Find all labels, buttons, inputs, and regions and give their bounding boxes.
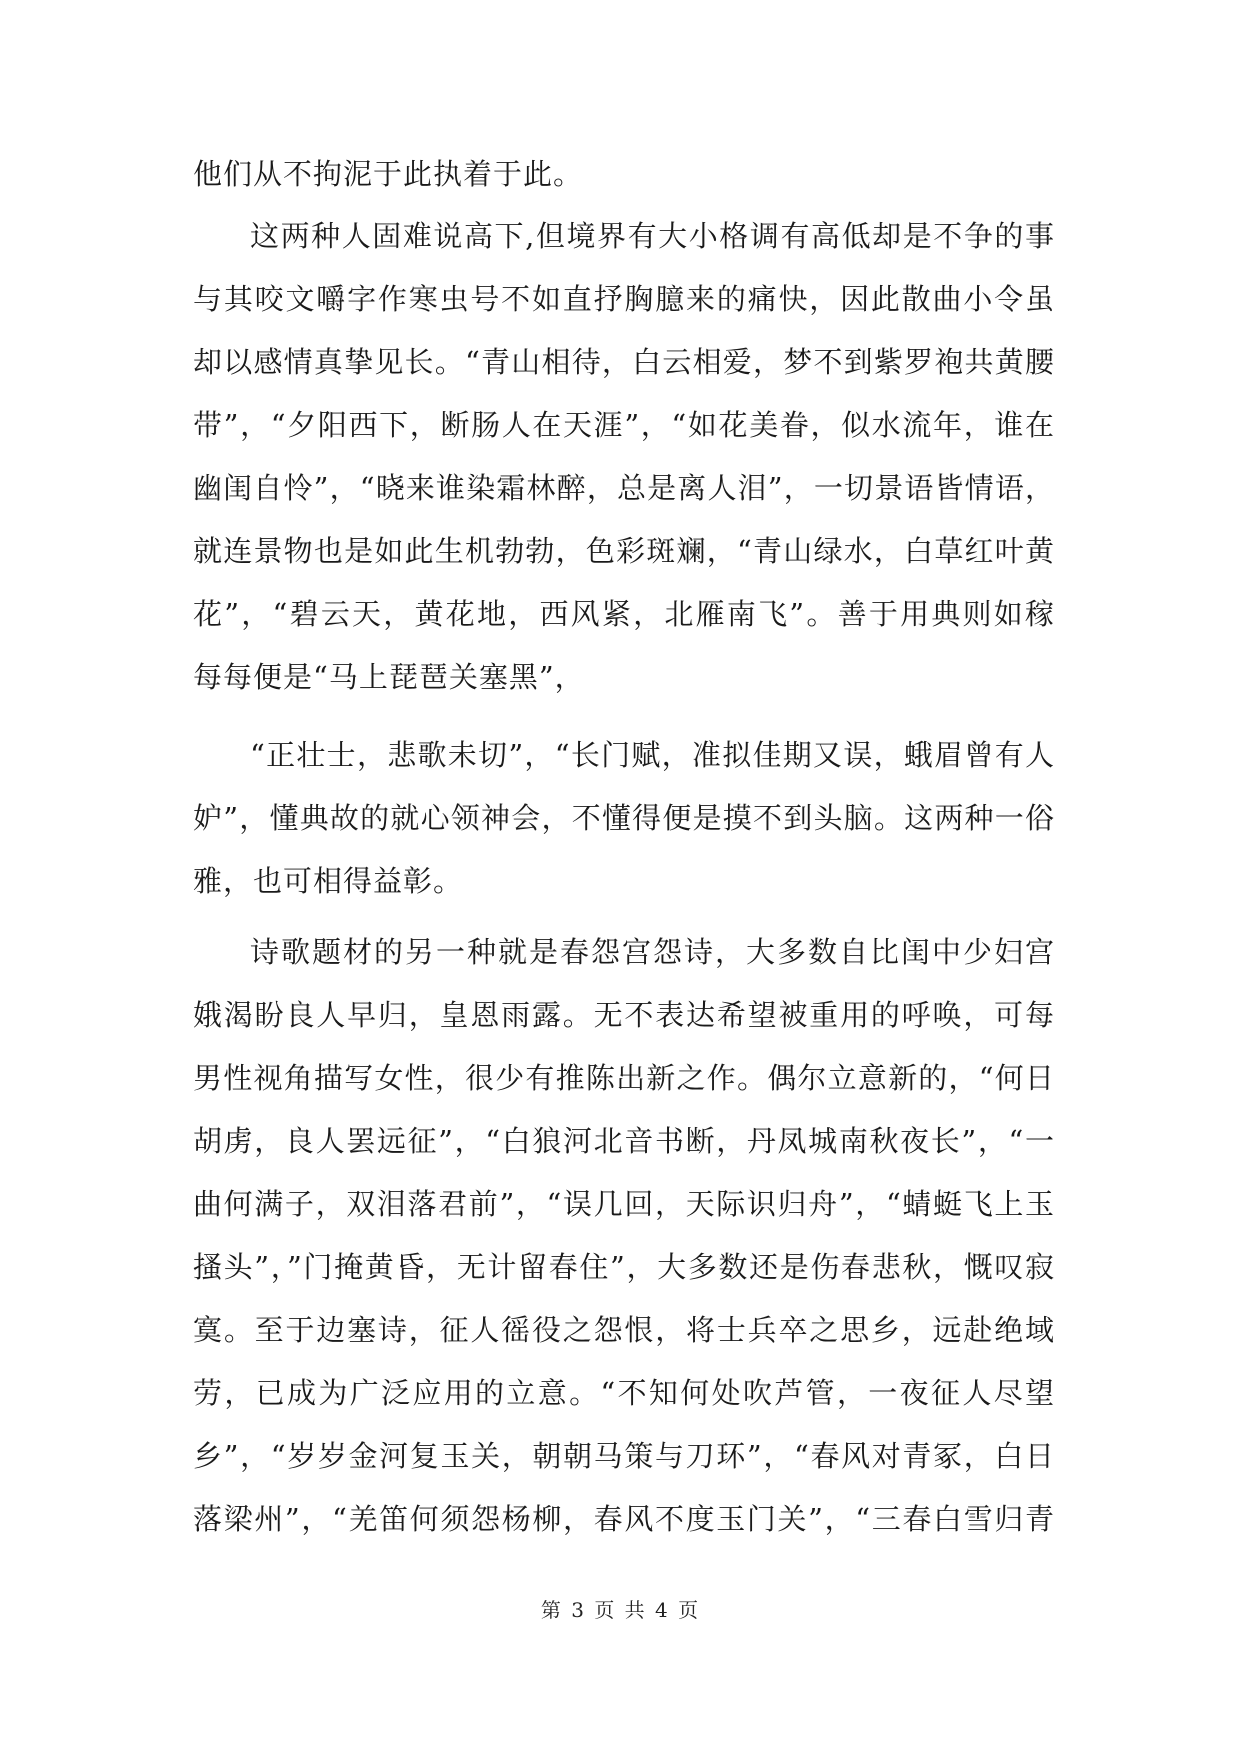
text-line-1: 他们从不拘泥于此执着于此。 bbox=[193, 157, 584, 191]
text-line-9: 每每便是“马上琵琶关塞黑”， bbox=[193, 660, 585, 694]
text-line-16: 胡虏，良人罢远征”，“白狼河北音书断，丹凤城南秋夜长”，“一 bbox=[193, 1124, 1055, 1158]
text-line-10: “正壮士，悲歌未切”，“长门赋，准拟佳期又误，蛾眉曾有人 bbox=[250, 738, 1055, 772]
text-line-21: 乡”，“岁岁金河复玉关，朝朝马策与刀环”，“春风对青冢，白日 bbox=[193, 1439, 1055, 1473]
text-line-13: 诗歌题材的另一种就是春怨宫怨诗，大多数自比闺中少妇宫 bbox=[250, 935, 1055, 969]
text-line-12: 雅，也可相得益彰。 bbox=[193, 864, 464, 898]
text-line-3: 与其咬文嚼字作寒虫号不如直抒胸臆来的痛快，因此散曲小令虽 bbox=[193, 282, 1055, 316]
text-line-2: 这两种人固难说高下,但境界有大小格调有高低却是不争的事 bbox=[250, 219, 1055, 253]
text-line-14: 娥渴盼良人早归，皇恩雨露。无不表达希望被重用的呼唤，可每 bbox=[193, 998, 1055, 1032]
text-line-5: 带”，“夕阳西下，断肠人在天涯”，“如花美眷，似水流年，谁在 bbox=[193, 408, 1055, 442]
text-line-8: 花”，“碧云天，黄花地，西风紧，北雁南飞”。善于用典则如稼 bbox=[193, 597, 1055, 631]
text-line-15: 男性视角描写女性，很少有推陈出新之作。偶尔立意新的，“何日 bbox=[193, 1061, 1055, 1095]
text-line-11: 妒”，懂典故的就心领神会，不懂得便是摸不到头脑。这两种一俗 bbox=[193, 801, 1055, 835]
text-line-4: 却以感情真挚见长。“青山相待，白云相爱，梦不到紫罗袍共黄腰 bbox=[193, 345, 1055, 379]
text-line-19: 寞。至于边塞诗，征人徭役之怨恨，将士兵卒之思乡，远赴绝域 bbox=[193, 1313, 1055, 1347]
text-line-22: 落梁州”，“羌笛何须怨杨柳，春风不度玉门关”，“三春白雪归青 bbox=[193, 1502, 1055, 1536]
text-line-18: 搔头”，”门掩黄昏，无计留春住”，大多数还是伤春悲秋，慨叹寂 bbox=[193, 1250, 1055, 1284]
page-number-footer: 第 3 页 共 4 页 bbox=[540, 1598, 701, 1622]
text-line-17: 曲何满子，双泪落君前”，“误几回，天际识归舟”，“蜻蜓飞上玉 bbox=[193, 1187, 1055, 1221]
text-line-20: 劳，已成为广泛应用的立意。“不知何处吹芦管，一夜征人尽望 bbox=[193, 1376, 1055, 1410]
text-line-7: 就连景物也是如此生机勃勃，色彩斑斓，“青山绿水，白草红叶黄 bbox=[193, 534, 1055, 568]
text-line-6: 幽闺自怜”，“晓来谁染霜林醉，总是离人泪”，一切景语皆情语， bbox=[193, 471, 1055, 505]
